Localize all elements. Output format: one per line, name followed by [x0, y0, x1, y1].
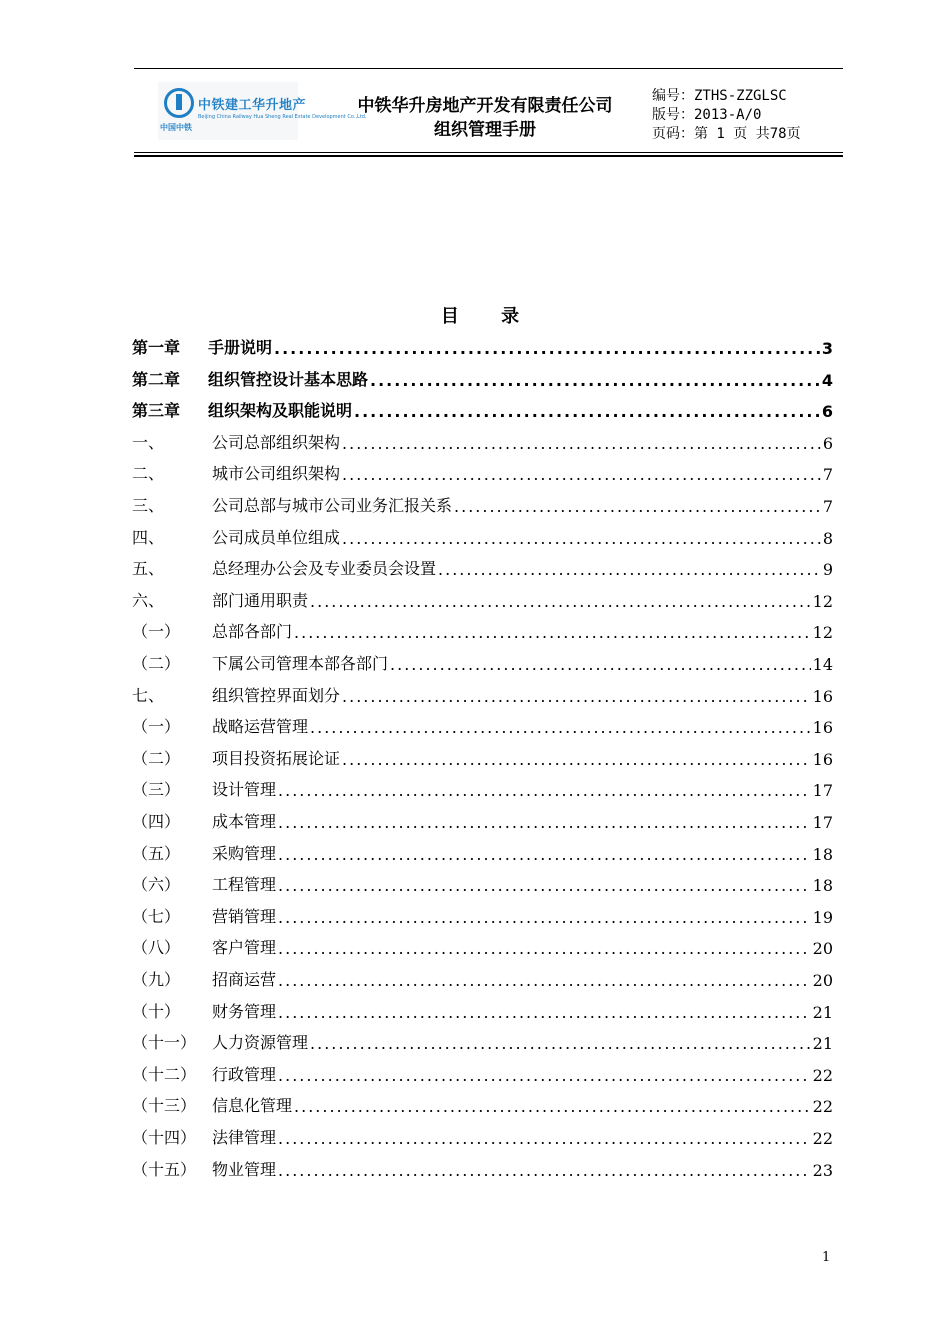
- toc-entry[interactable]: [132, 494, 833, 516]
- toc-leader-dots: [342, 750, 811, 769]
- toc-leader-dots: [278, 1003, 811, 1022]
- toc-entry-label: 财务管理: [212, 1001, 277, 1021]
- toc-entry-page: 21: [812, 1034, 833, 1054]
- toc-entry-label: 信息化管理: [212, 1096, 293, 1116]
- toc-entry-page: 22: [812, 1065, 833, 1085]
- toc-entry-number: 六、: [132, 590, 165, 610]
- toc-entry-page: 20: [812, 939, 833, 959]
- toc-entry-page: 23: [812, 1160, 833, 1180]
- header-bottom-rule: [134, 152, 843, 153]
- toc-entry-label: 城市公司组织架构: [212, 464, 341, 484]
- toc-entry-label: 成本管理: [212, 812, 277, 831]
- toc-entry-label: 项目投资拓展论证: [212, 748, 341, 768]
- toc-entry-page: 21: [812, 1002, 833, 1022]
- toc-leader-dots: [438, 560, 821, 579]
- toc-entry-page: 22: [812, 1129, 833, 1148]
- toc-entry-number: （一）: [132, 622, 181, 642]
- toc-entry[interactable]: [132, 1031, 833, 1053]
- toc-entry-number: （二）: [132, 654, 181, 673]
- toc-leader-dots: [278, 1129, 811, 1148]
- toc-entry-number: （十三）: [132, 1096, 197, 1116]
- toc-leader-dots: [354, 402, 820, 421]
- toc-leader-dots: [342, 687, 811, 706]
- toc-entry-page: 4: [821, 370, 833, 390]
- toc-leader-dots: [454, 497, 821, 516]
- toc-entry-number: （十四）: [132, 1128, 197, 1147]
- toc-entry-label: 法律管理: [212, 1128, 277, 1147]
- toc-entry[interactable]: [132, 1000, 833, 1022]
- toc-entry-number: 三、: [132, 496, 165, 515]
- toc-leader-dots: [278, 781, 811, 800]
- toc-entry-page: 9: [822, 560, 833, 580]
- toc-entry-number: （二）: [132, 748, 181, 768]
- toc-entry-label: 人力资源管理: [212, 1033, 309, 1053]
- toc-entry-page: 14: [812, 655, 833, 674]
- toc-leader-dots: [310, 718, 811, 737]
- toc-leader-dots: [274, 339, 820, 358]
- toc-entry-label: 招商运营: [212, 970, 277, 989]
- toc-entry-label: 公司总部与城市公司业务汇报关系: [212, 496, 453, 515]
- toc-entry[interactable]: [132, 778, 833, 800]
- toc-leader-dots: [278, 971, 811, 990]
- toc-entry-label: 行政管理: [212, 1064, 277, 1084]
- doc-page-info: 页码：第 1 页 共78页: [652, 126, 801, 142]
- toc-leader-dots: [278, 908, 811, 927]
- toc-entry[interactable]: [132, 526, 833, 548]
- toc-entry[interactable]: [132, 1094, 833, 1116]
- toc-entry-label: 公司总部组织架构: [212, 432, 341, 452]
- toc-entry-page: 17: [812, 781, 833, 801]
- toc-entry-page: 16: [812, 749, 833, 769]
- toc-entry-number: 五、: [132, 559, 165, 579]
- toc-entry[interactable]: [132, 431, 833, 453]
- toc-entry-number: （十二）: [132, 1064, 197, 1084]
- toc-entry-number: 二、: [132, 464, 165, 484]
- toc-leader-dots: [278, 1161, 811, 1180]
- toc-entry-number: （十一）: [132, 1033, 197, 1053]
- toc-entry-page: 17: [812, 813, 833, 832]
- toc-leader-dots: [294, 1097, 811, 1116]
- toc-entry[interactable]: [132, 715, 833, 737]
- toc-entry-page: 18: [812, 876, 833, 896]
- toc-entry-label: 组织管控界面划分: [212, 685, 341, 705]
- toc-entry[interactable]: [132, 1158, 833, 1180]
- toc-entry-number: （七）: [132, 906, 181, 926]
- logo-sub-text: 中国中铁: [160, 123, 192, 132]
- toc-entry[interactable]: [132, 684, 833, 706]
- toc-entry[interactable]: [132, 368, 833, 390]
- toc-entry[interactable]: [132, 589, 833, 611]
- toc-leader-dots: [278, 845, 811, 864]
- toc-leader-dots: [342, 434, 821, 453]
- toc-entry-page: 7: [822, 497, 833, 516]
- toc-entry-number: 一、: [132, 432, 165, 452]
- toc-entry-page: 3: [821, 339, 833, 358]
- toc-entry-page: 6: [822, 433, 833, 453]
- toc-entry-number: （八）: [132, 938, 181, 958]
- toc-entry-page: 22: [812, 1097, 833, 1117]
- toc-entry-number: （五）: [132, 843, 181, 863]
- toc-leader-dots: [370, 371, 820, 390]
- header-bottom-rule-thick: [134, 155, 843, 157]
- toc-entry-page: 12: [812, 623, 833, 643]
- manual-title: 组织管理手册: [434, 120, 536, 140]
- toc-entry[interactable]: [132, 905, 833, 927]
- toc-entry-label: 手册说明: [208, 338, 273, 357]
- logo-text: 中铁建工华升地产: [198, 98, 307, 113]
- toc-entry-label: 部门通用职责: [212, 590, 309, 610]
- toc-entry-label: 采购管理: [212, 843, 277, 863]
- toc-entry-number: 七、: [132, 685, 165, 705]
- toc-entry-number: （六）: [132, 875, 181, 895]
- logo-english-text: Beijing China Railway Hua Sheng Real Estate Development Co.,Ltd.: [198, 114, 367, 120]
- toc-leader-dots: [278, 1066, 811, 1085]
- toc-entry-label: 工程管理: [212, 875, 277, 895]
- toc-leader-dots: [342, 465, 821, 484]
- toc-leader-dots: [390, 655, 811, 674]
- toc-entry-page: 18: [812, 844, 833, 864]
- toc-entry-label: 组织架构及职能说明: [208, 401, 353, 421]
- header-top-rule: [134, 68, 843, 69]
- toc-entry-label: 营销管理: [212, 906, 277, 926]
- toc-entry[interactable]: [132, 462, 833, 484]
- toc-entry-page: 19: [812, 907, 833, 927]
- toc-entry[interactable]: [132, 399, 833, 421]
- toc-entry-label: 总经理办公会及专业委员会设置: [212, 559, 437, 579]
- logo-emblem-icon: [164, 88, 194, 118]
- toc-entry[interactable]: [132, 873, 833, 895]
- toc-entry[interactable]: [132, 1126, 833, 1148]
- toc-leader-dots: [278, 876, 811, 895]
- toc-entry[interactable]: [132, 936, 833, 958]
- toc-entry-label: 组织管控设计基本思路: [208, 369, 369, 389]
- toc-entry-page: 8: [822, 528, 833, 548]
- toc-entry-label: 总部各部门: [212, 622, 293, 642]
- toc-entry[interactable]: [132, 1063, 833, 1085]
- toc-entry-number: （十）: [132, 1001, 181, 1021]
- toc-entry-page: 6: [821, 402, 833, 422]
- toc-entry[interactable]: [132, 842, 833, 864]
- company-name: 中铁华升房地产开发有限责任公司: [357, 96, 613, 116]
- toc-leader-dots: [342, 529, 821, 548]
- toc-entry-page: 16: [812, 718, 833, 738]
- toc-entry-label: 设计管理: [212, 780, 277, 800]
- toc-entry-number: （九）: [132, 970, 181, 989]
- toc-title: 目 录: [440, 306, 520, 327]
- toc-entry-label: 战略运营管理: [212, 717, 309, 737]
- toc-entry-number: （三）: [132, 780, 181, 800]
- company-logo: [158, 82, 367, 140]
- toc-leader-dots: [278, 813, 811, 832]
- toc-leader-dots: [294, 623, 811, 642]
- toc-entry-page: 12: [812, 591, 833, 611]
- toc-entry-number: 第三章: [132, 401, 181, 421]
- toc-entry[interactable]: [132, 810, 833, 832]
- toc-entry-number: 第一章: [132, 338, 181, 357]
- toc-entry-page: 16: [812, 686, 833, 706]
- toc-entry-page: 20: [812, 971, 833, 990]
- toc-entry-number: （十五）: [132, 1159, 197, 1179]
- toc-entry-label: 客户管理: [212, 938, 277, 958]
- toc-entry-page: 7: [822, 465, 833, 485]
- doc-version: 版号：2013-A/0: [652, 107, 762, 123]
- toc-entry-number: （四）: [132, 812, 181, 831]
- toc-entry-number: （一）: [132, 717, 181, 737]
- doc-number: 编号：ZTHS-ZZGLSC: [652, 88, 787, 104]
- toc-entry-number: 四、: [132, 527, 165, 547]
- page-number: 1: [822, 1250, 831, 1265]
- toc-entry-label: 公司成员单位组成: [212, 527, 341, 547]
- toc-entry[interactable]: [132, 652, 833, 674]
- toc-leader-dots: [310, 592, 811, 611]
- toc-entry[interactable]: [132, 747, 833, 769]
- toc-entry-label: 物业管理: [212, 1159, 277, 1179]
- toc-leader-dots: [310, 1034, 811, 1053]
- toc-leader-dots: [278, 939, 811, 958]
- toc-entry[interactable]: [132, 557, 833, 579]
- toc-entry-label: 下属公司管理本部各部门: [212, 654, 389, 673]
- toc-entry-number: 第二章: [132, 369, 181, 389]
- toc-entry[interactable]: [132, 620, 833, 642]
- toc-entry[interactable]: [132, 968, 833, 990]
- toc-entry[interactable]: [132, 336, 833, 358]
